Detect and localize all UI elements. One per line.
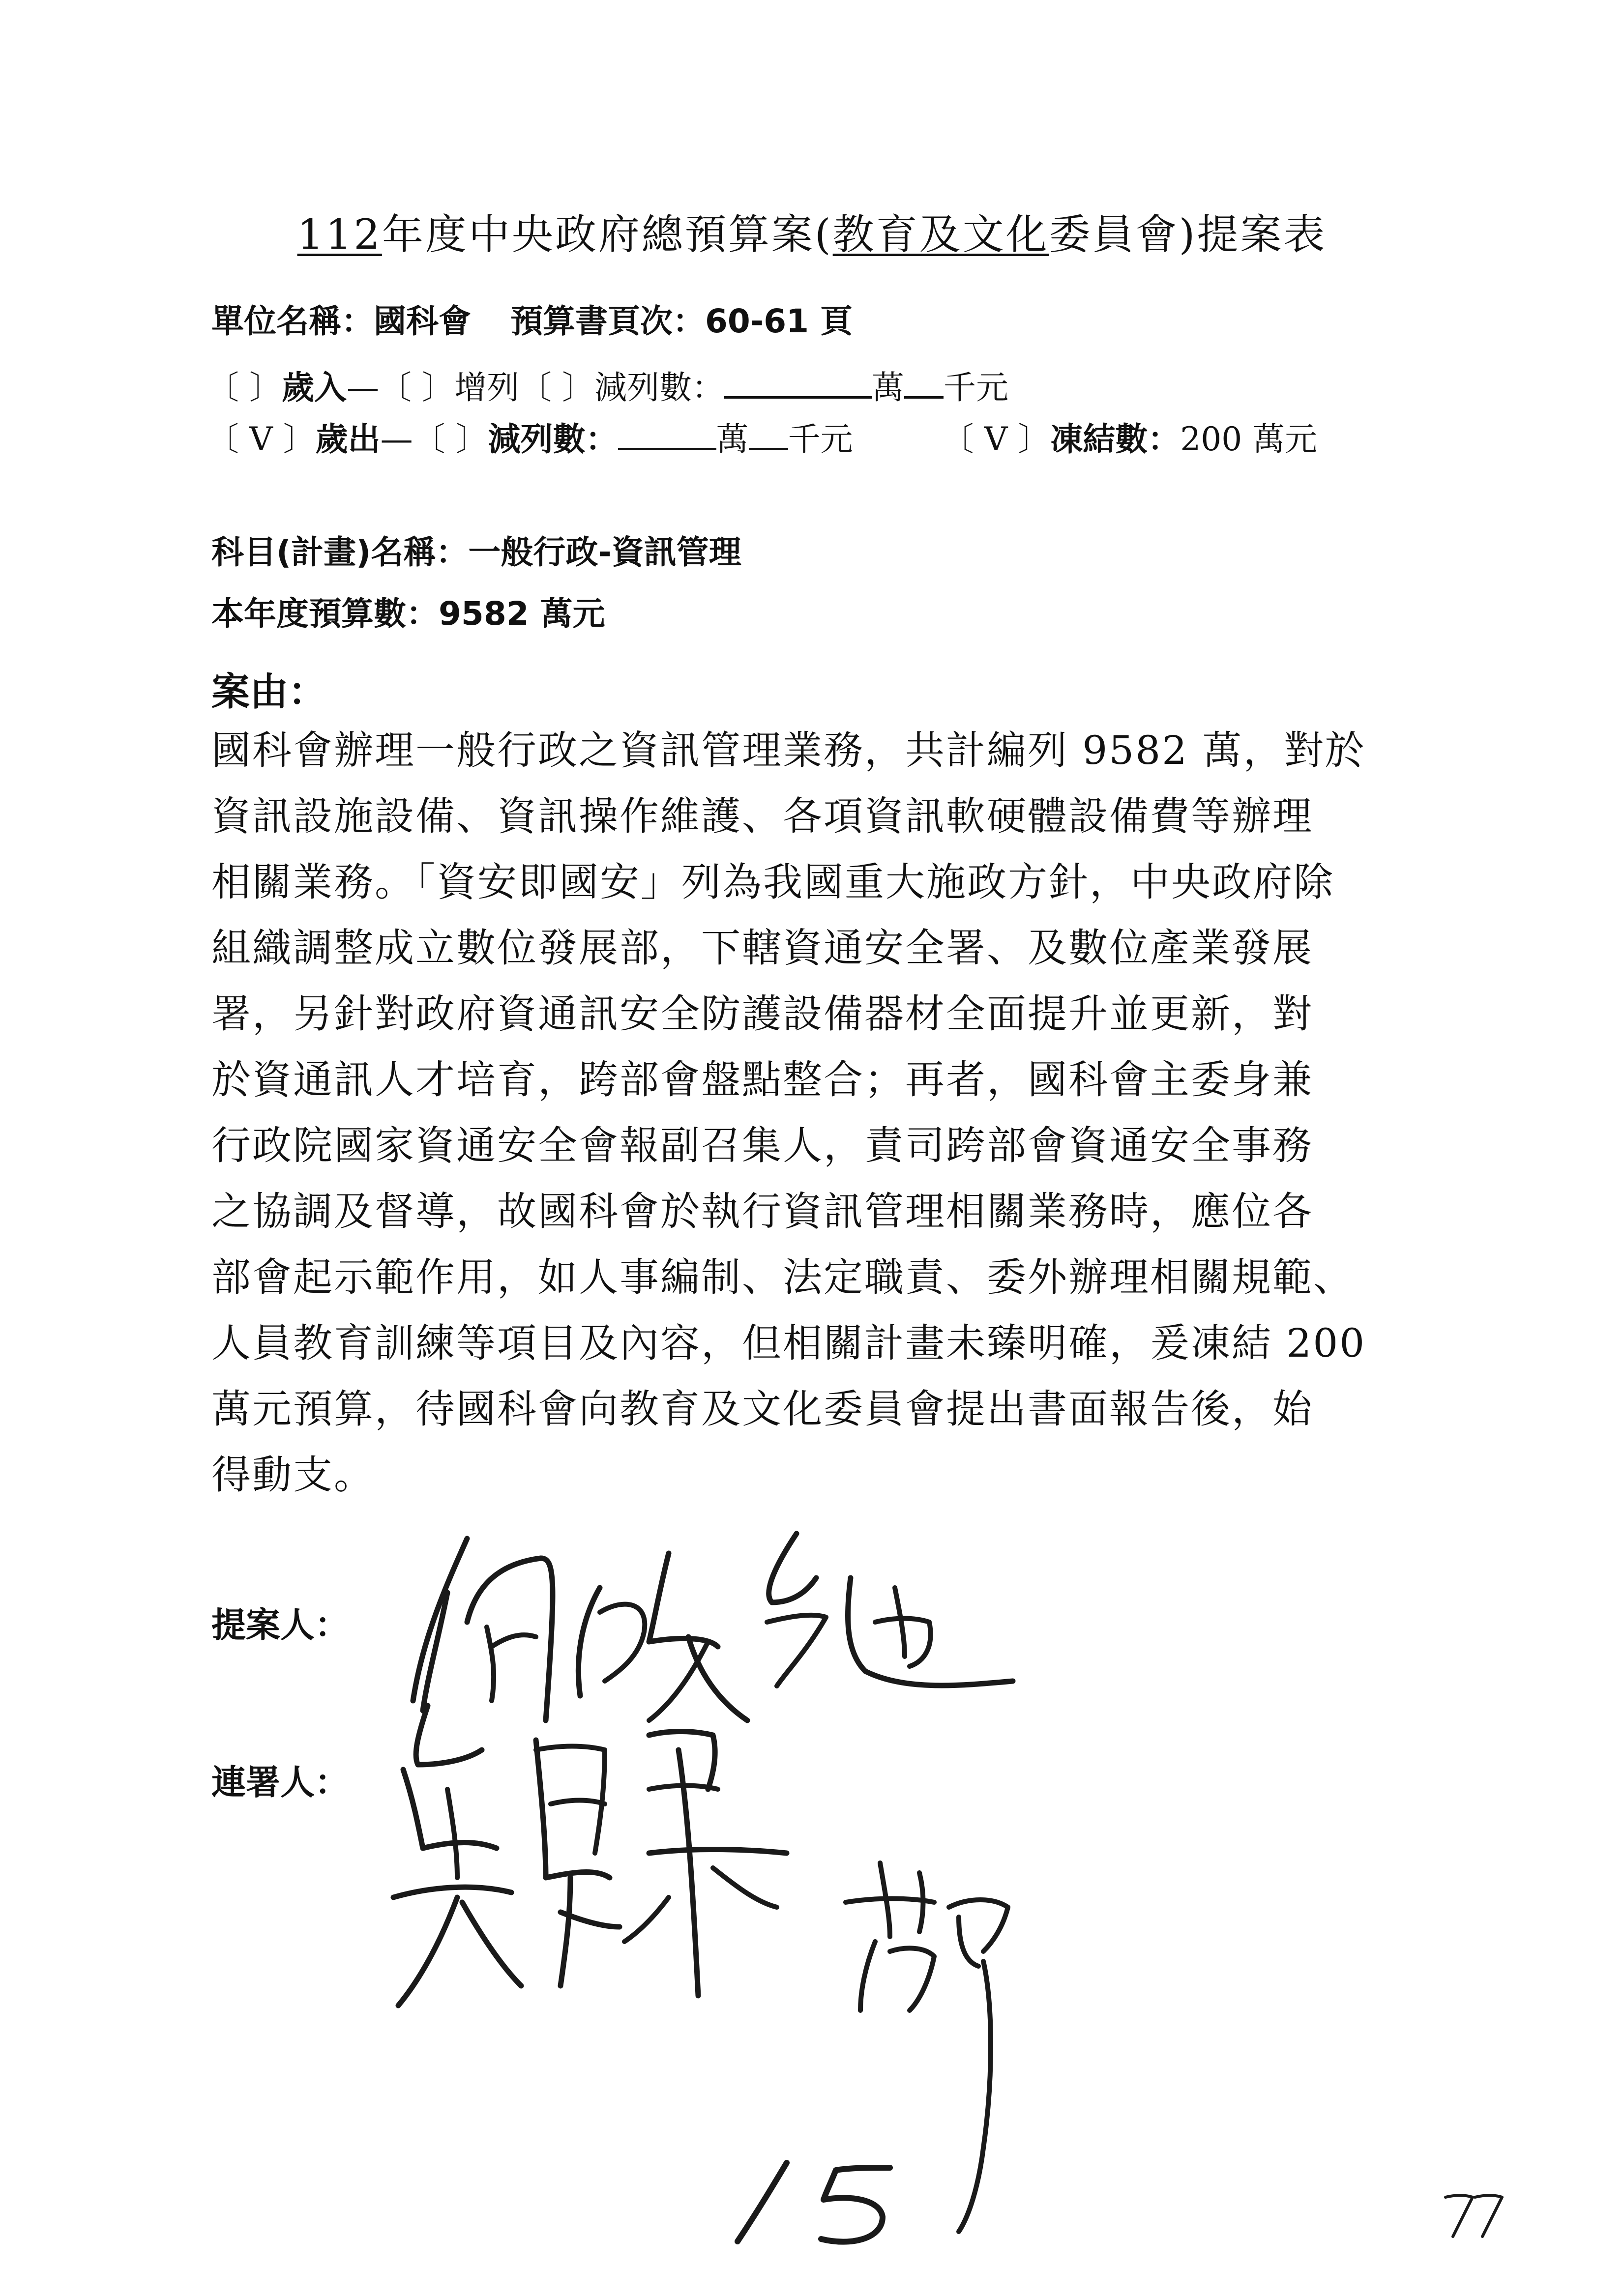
page-mark <box>1441 2187 1509 2241</box>
reason-line: 行政院國家資通安全會報副召集人，責司跨部會資通安全事務 <box>211 1123 1313 1168</box>
expenditure-line <box>207 413 1317 460</box>
expenditure-label: 歲出 <box>315 420 381 458</box>
unit-line <box>211 295 853 342</box>
reason-line: 資訊設施設備、資訊操作維護、各項資訊軟硬體設備費等辦理 <box>211 793 1313 839</box>
expenditure-dash: — <box>380 420 413 458</box>
revenue-dash: — <box>346 369 379 407</box>
proposer-label: 提案人： <box>211 1605 349 1645</box>
expenditure-checkbox: 〔 V 〕 <box>207 420 316 458</box>
revenue-checkbox: 〔 〕 <box>207 369 282 407</box>
revenue-line <box>207 361 1008 408</box>
expenditure-qian: 千元 <box>788 420 853 458</box>
reason-text <box>211 718 1411 1508</box>
subject-name: 科目(計畫)名稱：一般行政-資訊管理 <box>211 533 741 571</box>
revenue-decrease-checkbox: 〔 〕 <box>519 369 594 407</box>
expenditure-decrease-checkbox: 〔 〕 <box>413 420 488 458</box>
reason-line: 部會起示範作用，如人事編制、法定職責、委外辦理相關規範、 <box>211 1254 1354 1300</box>
revenue-wan-blank <box>724 367 872 399</box>
revenue-increase-label: 增列 <box>454 369 519 407</box>
expenditure-wan-blank <box>618 418 716 450</box>
budget-page: 預算書頁次：60-61 頁 <box>510 302 853 340</box>
handwritten-number <box>713 2153 919 2251</box>
expenditure-decrease-label: 減列數： <box>488 420 618 458</box>
title-year: 112 <box>297 210 382 259</box>
revenue-label: 歲入 <box>281 369 347 407</box>
revenue-wan: 萬 <box>871 369 904 407</box>
page-mark-text <box>1465 2202 1466 2203</box>
reason-line: 署，另針對政府資通訊安全防護設備器材全面提升並更新，對 <box>211 991 1313 1037</box>
revenue-qian-blank <box>904 367 944 399</box>
reason-line: 於資通訊人才培育，跨部會盤點整合；再者，國科會主委身兼 <box>211 1057 1313 1103</box>
reason-line: 相關業務。「資安即國安」列為我國重大施政方針，中央政府除 <box>211 859 1334 905</box>
revenue-increase-checkbox: 〔 〕 <box>379 369 454 407</box>
budget-amount: 本年度預算數：9582 萬元 <box>211 595 605 633</box>
expenditure-wan: 萬 <box>716 420 749 458</box>
freeze-checkbox: 〔 V 〕 <box>941 420 1051 458</box>
title-part1: 年度中央政府總預算案( <box>382 210 833 259</box>
freeze-label: 凍結數： <box>1050 420 1181 458</box>
reason-label: 案由： <box>211 670 327 714</box>
page-title <box>0 202 1624 261</box>
reason-line: 之協調及督導，故國科會於執行資訊管理相關業務時，應位各 <box>211 1189 1313 1234</box>
title-part2: 委員會)提案表 <box>1049 210 1327 259</box>
cosigner-label: 連署人： <box>211 1762 349 1802</box>
reason-line: 組織調整成立數位發展部，下轄資通安全署、及數位產業發展 <box>211 925 1313 971</box>
cosigner-signature-1 <box>374 1691 890 2074</box>
revenue-decrease-label: 減列數： <box>594 369 724 407</box>
reason-line: 萬元預算，待國科會向教育及文化委員會提出書面報告後，始 <box>211 1386 1313 1432</box>
unit-name: 單位名稱：國科會 <box>211 302 471 340</box>
revenue-qian: 千元 <box>943 369 1008 407</box>
title-committee: 教育及文化 <box>832 210 1049 259</box>
reason-line: 國科會辦理一般行政之資訊管理業務，共計編列 9582 萬，對於 <box>211 727 1366 773</box>
freeze-value: 200 萬元 <box>1180 420 1318 458</box>
expenditure-qian-blank <box>749 418 788 450</box>
reason-line: 人員教育訓練等項目及內容，但相關計畫未臻明確，爰凍結 200 <box>211 1320 1366 1366</box>
reason-line: 得動支。 <box>211 1452 375 1498</box>
